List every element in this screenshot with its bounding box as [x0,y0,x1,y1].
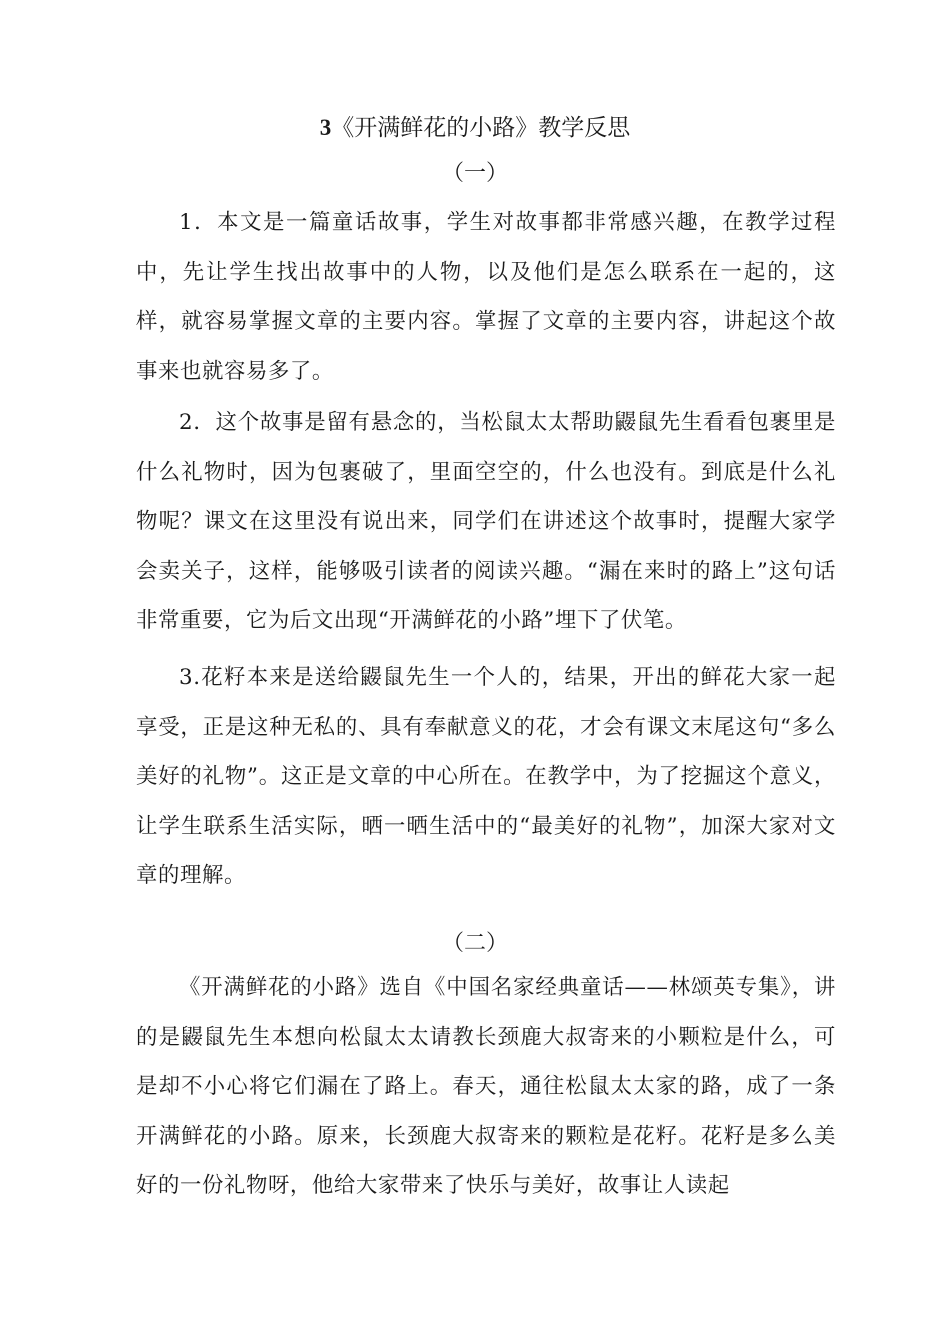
section-heading-2: （二） [441,931,508,956]
paragraph-4: 《开满鲜花的小路》选自《中国名家经典童话——林颂英专集》，讲的是鼹鼠先生本想向松鼠太太请教长颈鹿大叔寄来的小颗粒是什么，可是却不小心将它们漏在了路上。春天，通往松鼠太太家的路，成了一条开满鲜花的小路。原来，长颈鹿大叔寄来的颗粒是花籽。花籽是多么美好的一份礼物呀，他给大家带来了快乐与美好，故事让人读起 [136,975,836,1198]
document-title [0,108,950,148]
paragraph-1: 1．本文是一篇童话故事，学生对故事都非常感兴趣，在教学过程中，先让学生找出故事中的人物，以及他们是怎么联系在一起的，这样，就容易掌握文章的主要内容。掌握了文章的主要内容，讲起这个故事来也就容易多了。 [136,210,836,384]
title-number: 3 [319,115,332,140]
title-text: 《开满鲜花的小路》教学反思 [331,115,631,141]
paragraph-2: 2．这个故事是留有悬念的，当松鼠太太帮助鼹鼠先生看看包裹里是什么礼物时，因为包裹破了，里面空空的，什么也没有。到底是什么礼物呢？课文在这里没有说出来，同学们在讲述这个故事时，提醒大家学会卖关子，这样，能够吸引读者的阅读兴趣。“漏在来时的路上”这句话非常重要，它为后文出现“开满鲜花的小路”埋下了伏笔。 [136,410,836,633]
paragraph-3: 3.花籽本来是送给鼹鼠先生一个人的，结果，开出的鲜花大家一起享受，正是这种无私的、具有奉献意义的花，才会有课文末尾这句“多么美好的礼物”。这正是文章的中心所在。在教学中，为了挖掘这个意义，让学生联系生活实际，晒一晒生活中的“最美好的礼物”，加深大家对文章的理解。 [136,665,836,888]
section-heading-1: （一） [441,161,508,186]
